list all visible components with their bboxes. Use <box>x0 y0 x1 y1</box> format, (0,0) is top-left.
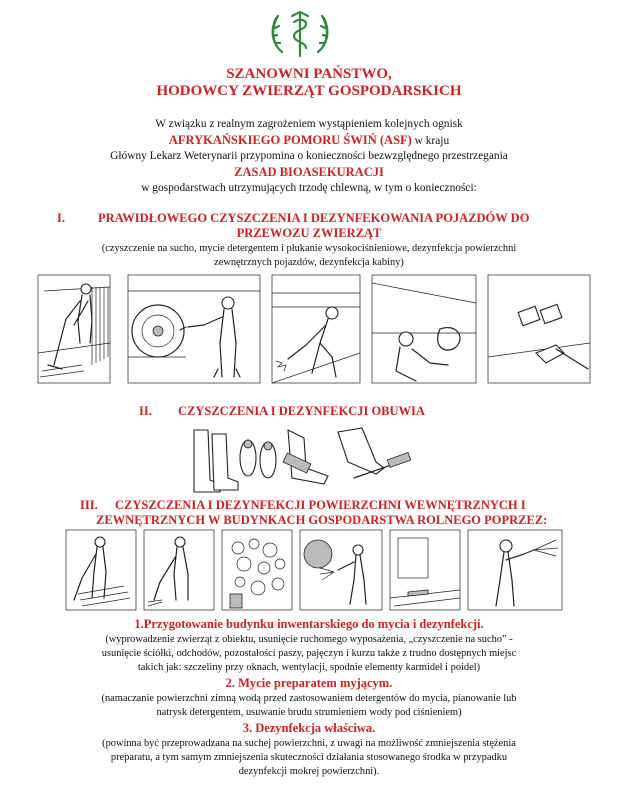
window-frame-illustration <box>390 530 460 610</box>
section3-title-line2: ZEWNĘTRZNYCH W BUDYNKACH GOSPODARSTWA ROLNEGO POPRZEZ: <box>96 513 548 527</box>
section3-title-line1: CZYSZCZENIA I DEZYNFEKCJI POWIERZCHNI WEWNĘTRZNYCH I <box>115 498 526 512</box>
step1-line2: usunięcie ściółki, odchodów, pozostałości paszy, pajęczyn i kurzu także z trudno dostępnych miejsc <box>101 648 517 659</box>
brush-scrubbing-illustration <box>338 428 411 478</box>
asf-tail: w kraju <box>411 135 450 147</box>
shoe-soles-illustration <box>240 440 276 478</box>
wheel-washing-illustration <box>128 275 260 383</box>
floor-scraping-illustration <box>66 530 136 610</box>
surface-wiping-illustration <box>488 275 590 383</box>
intro-line5: w gospodarstwach utrzymujących trzodę chlewną, w tym o konieczności: <box>141 182 477 194</box>
rubber-boots-illustration <box>194 430 238 492</box>
vehicle-cleaning-illustrations <box>36 273 592 391</box>
pressure-washing-illustration <box>300 530 382 610</box>
page-title-line2: HODOWCY ZWIERZĄT GOSPODARSKICH <box>156 83 462 99</box>
section2-number: II. <box>139 404 152 418</box>
foam-washing-illustration <box>222 530 292 610</box>
undercarriage-washing-illustration <box>272 275 360 383</box>
zasady-heading: ZASAD BIOASEKURACJI <box>234 165 384 179</box>
step2-line2: natrysk detergentem, usuwanie brudu strumieniem wody pod ciśnieniem) <box>156 707 462 718</box>
sweeping-barn-illustration <box>144 530 214 610</box>
cab-disinfection-illustration <box>372 275 476 383</box>
section1-number: I. <box>57 211 65 225</box>
section1-title-line1: PRAWIDŁOWEGO CZYSZCZENIA I DEZYNFEKOWANIA POJAZDÓW DO <box>98 211 530 225</box>
intro-line3: Główny Lekarz Weterynarii przypomina o konieczności bezwzględnego przestrzegania <box>110 150 508 162</box>
boot-brushing-illustration <box>283 430 328 484</box>
section1-desc-line2: zewnętrznych pojazdów, dezynfekcja kabiny) <box>214 257 404 268</box>
step3-title: 3. Dezynfekcja właściwa. <box>242 721 376 735</box>
step2-line1: (namaczanie powierzchni zimną wodą przed zastosowaniem detergentów do mycia, pianowanie lub <box>101 693 517 704</box>
page-title-line1: SZANOWNI PAŃSTWO, <box>226 66 392 82</box>
step2-title: 2. Mycie preparatem myjącym. <box>225 676 393 690</box>
step1-title: 1.Przygotowanie budynku inwentarskiego do mycia i dezynfekcji. <box>134 617 484 631</box>
sweeping-trailer-illustration <box>38 275 110 383</box>
step3-line1: (powinna być przeprowadzana na suchej powierzchni, z uwagi na możliwość zmniejszenia stężenia <box>102 738 516 749</box>
step3-line3: dezynfekcji mokrej powierzchni). <box>238 766 380 777</box>
section1-desc-line1: (czyszczenie na sucho, mycie detergentem i płukanie wysokociśnieniowe, dezynfekcja powierzchni <box>101 243 517 254</box>
step1-line1: (wyprowadzenie zwierząt z obiektu, usunięcie ruchomego wyposażenia, „czyszczenie na sucho” - <box>105 634 513 645</box>
intro-asf-line <box>0 133 618 149</box>
section3-number: III. <box>80 498 98 512</box>
building-cleaning-illustrations <box>64 528 564 614</box>
footwear-cleaning-illustrations <box>188 422 418 498</box>
section1-title-line2: PRZEWOZU ZWIERZĄT <box>236 226 382 240</box>
section2-title: CZYSZCZENIA I DEZYNFEKCJI OBUWIA <box>178 404 425 418</box>
spraying-disinfectant-illustration <box>468 530 562 610</box>
caduceus-logo-icon <box>268 8 332 58</box>
step3-line2: preparatu, a tym samym zmniejszenia skuteczności działania stosowanego środka w przypadku <box>110 752 508 763</box>
asf-highlight: AFRYKAŃSKIEGO POMORU ŚWIŃ (ASF) <box>168 133 412 147</box>
intro-line1: W związku z realnym zagrożeniem wystąpieniem kolejnych ognisk <box>155 118 463 130</box>
step1-line3: takich jak: szczeliny przy oknach, wentylacji, spodnie elementy karmideł i poidel) <box>137 662 481 673</box>
